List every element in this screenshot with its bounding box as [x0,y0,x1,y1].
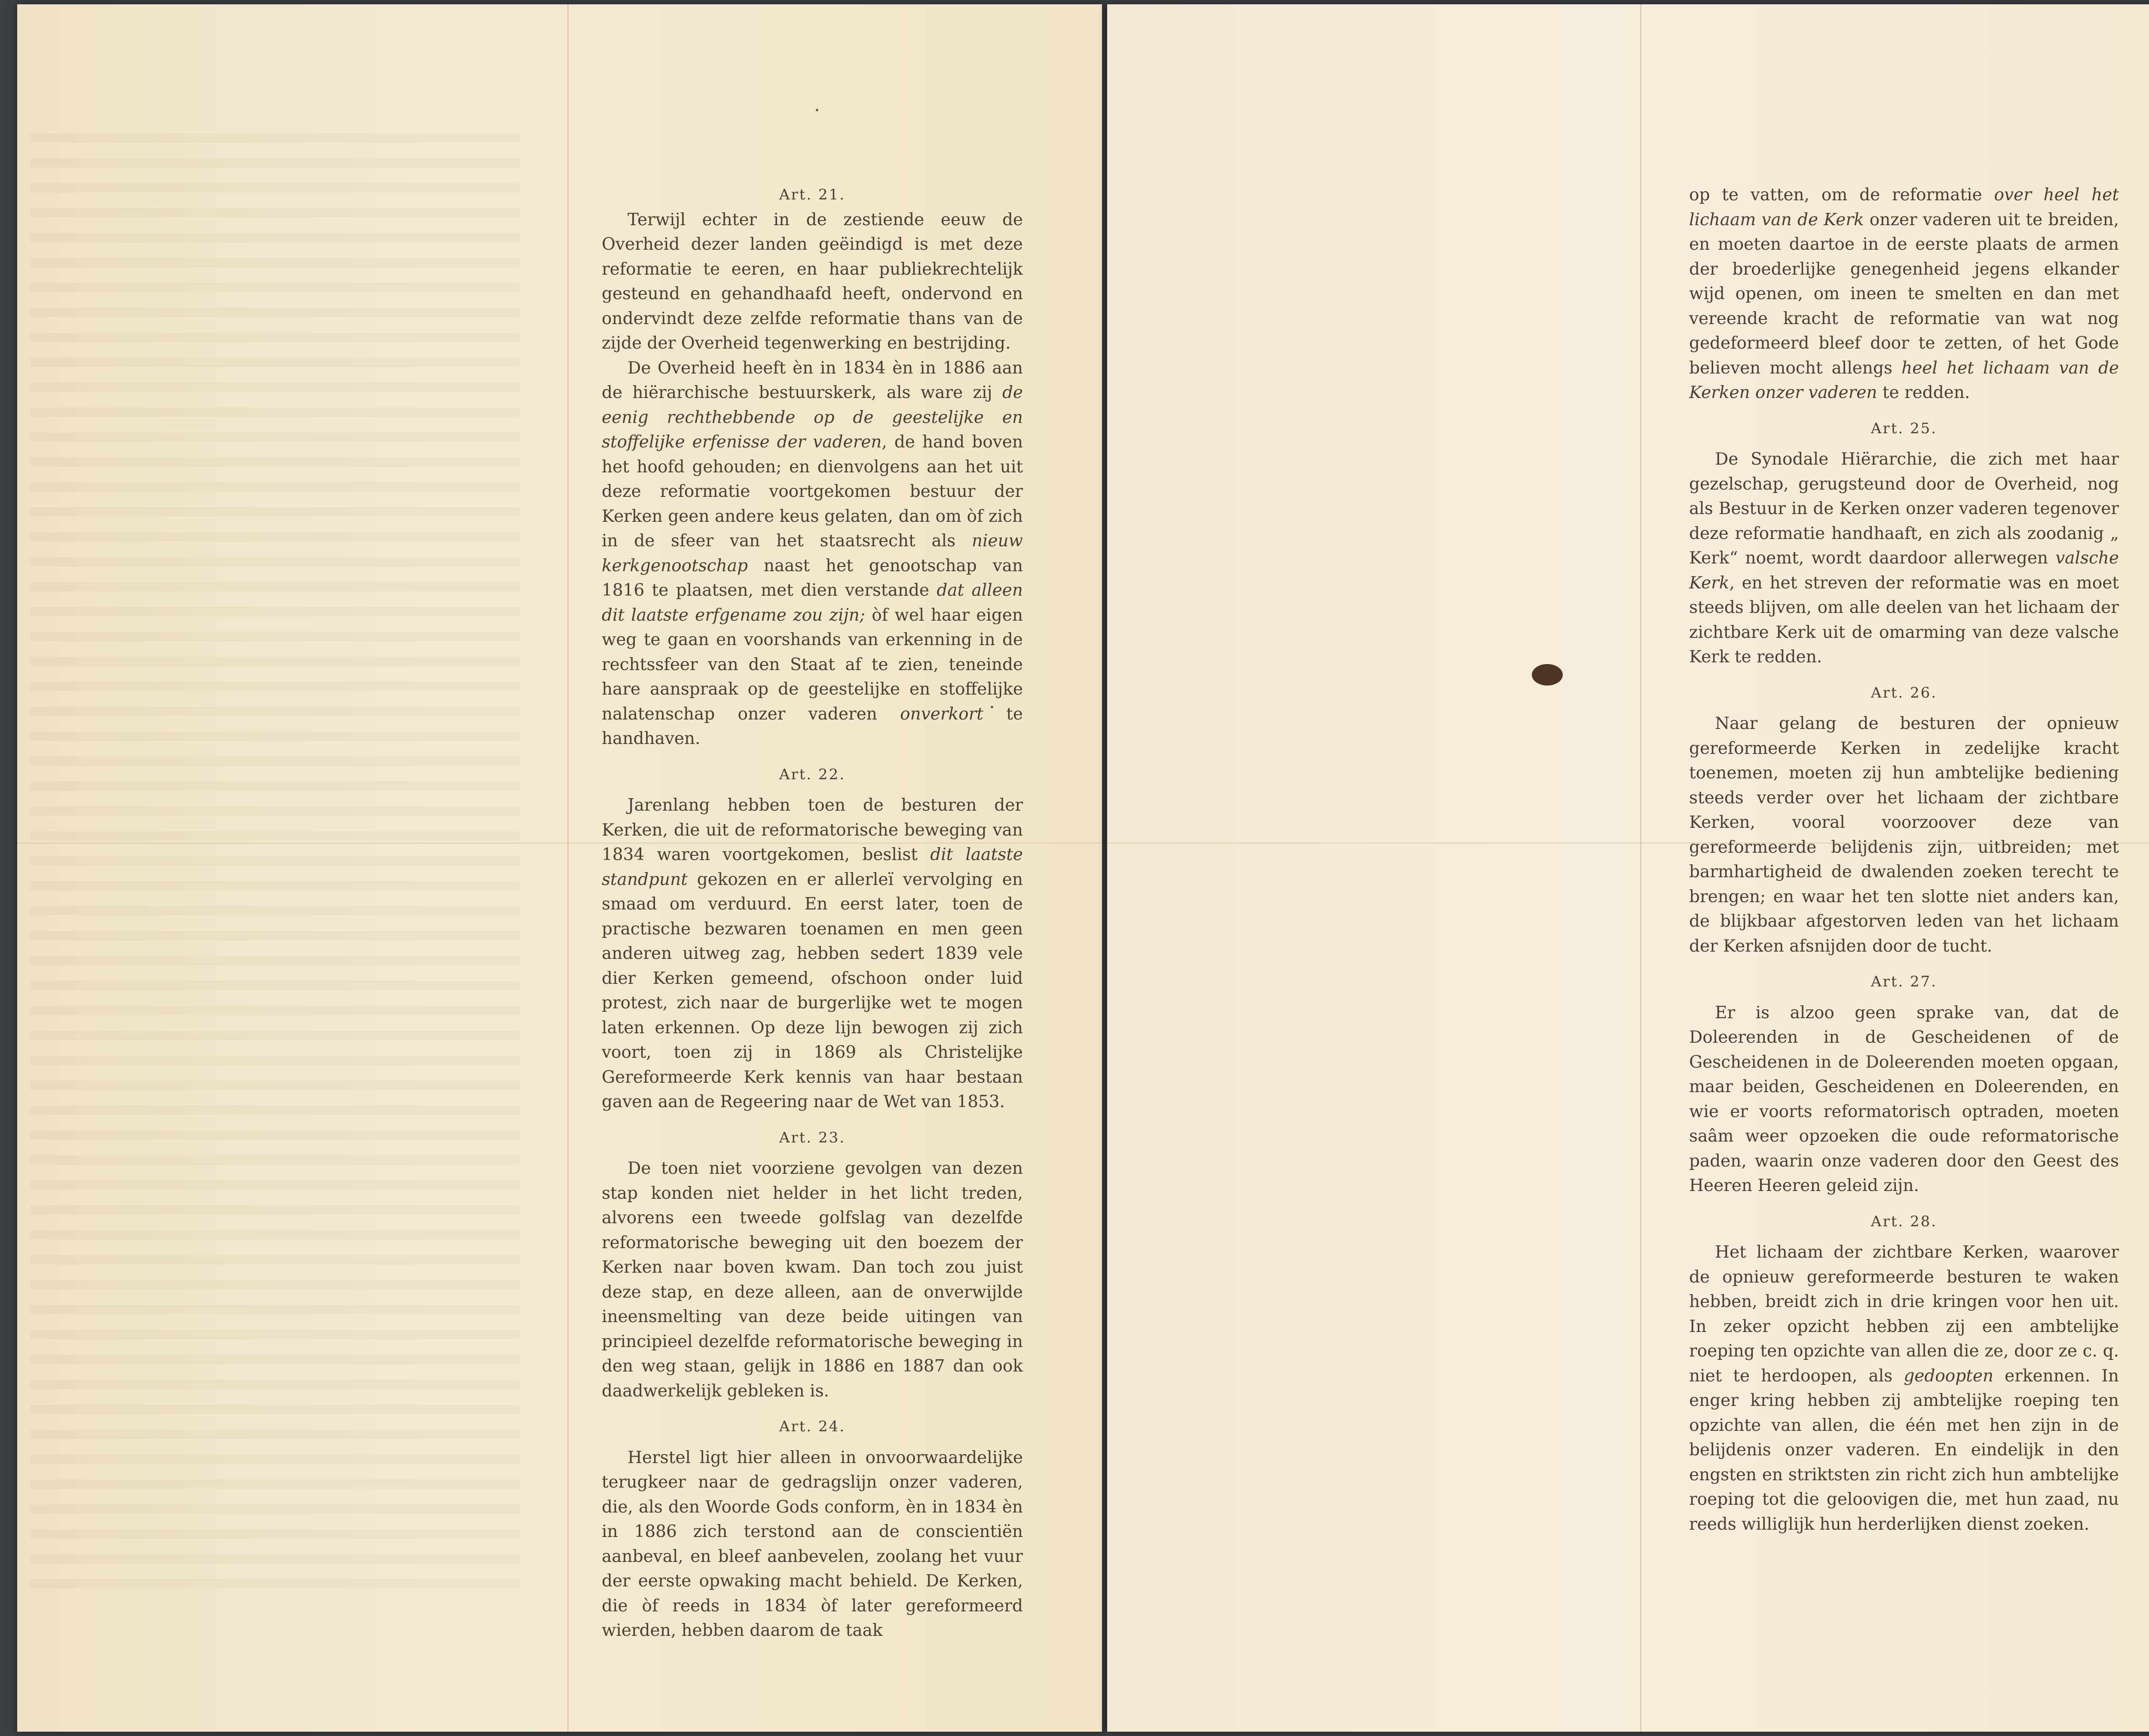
article-column-left [602,183,1023,1643]
article-heading: Art. 23. [779,1129,846,1146]
article-paragraph: De toen niet voorziene gevolgen van dezen stap konden niet helder in het licht treden, alvorens een tweede golfslag van dezelfde reformatorische beweging uit den boezem der Kerken naar boven kwam. Dan toch zou juist deze stap, en deze alleen, aan de onverwijlde ineensmelting van deze beide uitingen van principieel dezelfde reformatorische beweging in den weg staan, gelijk in 1886 en 1887 dan ook daadwerkelijk gebleken is. [602,1159,1023,1401]
article-paragraph: Jarenlang hebben toen de besturen der Kerken, die uit de reformatorische beweging van 1834 waren voortgekomen, beslist dit laatste standpunt gekozen en er allerleï vervolging en smaad om verduurd. En eerst later, toen de practische bezwaren toenamen en men geen anderen uitweg zag, hebben sedert 1839 vele dier Kerken gemeend, ofschoon onder luid protest, zich naar de burgerlijke wet te mogen laten erkennen. Op deze lijn bewogen zij zich voort, toen zij in 1869 als Christelijke Gereformeerde Kerk kennis van haar bestaan gaven aan de Regeering naar de Wet van 1853. [602,796,1023,1111]
article-paragraph: Herstel ligt hier alleen in onvoorwaardelijke terugkeer naar de gedragslijn onzer vaderen, die, als den Woorde Gods conform, èn in 1834 èn in 1886 zich terstond aan de conscientiën aanbeval, en bleef aanbevelen, zoolang het vuur der eerste opwaking macht behield. De Kerken, die òf reeds in 1834 òf later gereformeerd wierden, hebben daarom de taak [602,1448,1023,1640]
article-paragraph: Er is alzoo geen sprake van, dat de Doleerenden in de Gescheidenen of de Gescheidenen in de Doleerenden moeten opgaan, maar beiden, Gescheidenen en Doleerenden, en wie er voorts reformatorisch optraden, moeten saâm weer opzoeken die oude reformatorische paden, waarin onze vaderen door den Geest des Heeren Heeren geleid zijn. [1689,1003,2119,1195]
article-column-right [1689,183,2119,1537]
article-paragraph: De Overheid heeft èn in 1834 èn in 1886 aan de hiërarchische bestuurskerk, als ware zij de eenig rechthebbende op de geestelijke en stoffelijke erfenisse der vaderen, de hand boven het hoofd gehouden; en dienvolgens aan het uit deze reformatie voortgekomen bestuur der Kerken geen andere keus gelaten, dan om òf zich in de sfeer van het staatsrecht als nieuw kerkgenootschap naast het genootschap van 1816 te plaatsen, met dien verstande dat alleen dit laatste erfgename zou zijn; òf wel haar eigen weg te gaan en voorshands van erkenning in de rechtssfeer van den Staat af te zien, teneinde hare aanspraak op de geestelijke en stoffelijke nalatenschap onzer vaderen onverkort te handhaven. [602,358,1023,748]
article-heading: Art. 25. [1870,419,1938,437]
bleed-through [30,133,520,1595]
article-paragraph: Terwijl echter in de zestiende eeuw de Overheid dezer landen geëindigd is met deze reformatie te eeren, en haar publiekrechtelijk gesteund en gehandhaafd heeft, ondervond en ondervindt deze zelfde reformatie thans van de zijde der Overheid tegenwerking en bestrijding. [602,210,1023,353]
article-heading: Art. 27. [1870,973,1938,990]
article-heading: Art. 26. [1870,684,1938,701]
article-paragraph: Naar gelang de besturen der opnieuw gereformeerde Kerken in zedelijke kracht toenemen, moeten zij hun ambtelijke bediening steeds verder over het lichaam der zichtbare Kerken, vooral voorzoover deze van gereformeerde belijdenis zijn, uitbreiden; met barmhartigheid de dwalenden zoeken terecht te brengen; en waar het ten slotte niet anders kan, de blijkbaar afgestorven leden van het lichaam der Kerken afsnijden door de tucht. [1689,714,2119,956]
article-heading: Art. 22. [779,765,846,783]
fold-line [1640,4,1641,1732]
article-heading: Art. 28. [1870,1212,1938,1230]
fold-line [567,4,569,1732]
article-paragraph: De Synodale Hiërarchie, die zich met haar gezelschap, gerugsteund door de Overheid, nog als Bestuur in de Kerken onzer vaderen tegenover deze reformatie handhaaft, en zich als zoodanig „ Kerk“ noemt, wordt daardoor allerwegen valsche Kerk, en het streven der reformatie was en moet steeds blijven, om alle deelen van het lichaam der zichtbare Kerk uit de omarming van deze valsche Kerk te redden. [1689,450,2119,667]
ink-stain [1532,664,1563,686]
article-heading: Art. 21. [779,186,846,203]
speck [816,109,818,111]
article-paragraph: op te vatten, om de reformatie over heel het lichaam van de Kerk onzer vaderen uit te breiden, en moeten daartoe in de eerste plaats de armen der broederlijke genegenheid jegens elkander wijd openen, om ineen te smelten en dan met vereende kracht de reformatie van wat nog gedeformeerd bleef door te zetten, of het Gode believen mocht allengs heel het lichaam van de Kerken onzer vaderen te redden. [1689,185,2119,402]
article-paragraph: Het lichaam der zichtbare Kerken, waarover de opnieuw gereformeerde besturen te waken hebben, breidt zich in drie kringen voor hen uit. In zeker opzicht hebben zij een ambtelijke roeping ten opzichte van allen die ze, door ze c. q. niet te herdoopen, als gedoopten erkennen. In enger kring hebben zij ambtelijke roeping ten opzichte van allen, die één met hen zijn in de belijdenis onzer vaderen. En eindelijk in den engsten en striktsten zin richt zich hun ambtelijke roeping tot die geloovigen die, met hun zaad, nu reeds williglijk hun herderlijken dienst zoeken. [1689,1243,2119,1534]
article-heading: Art. 24. [779,1418,846,1435]
